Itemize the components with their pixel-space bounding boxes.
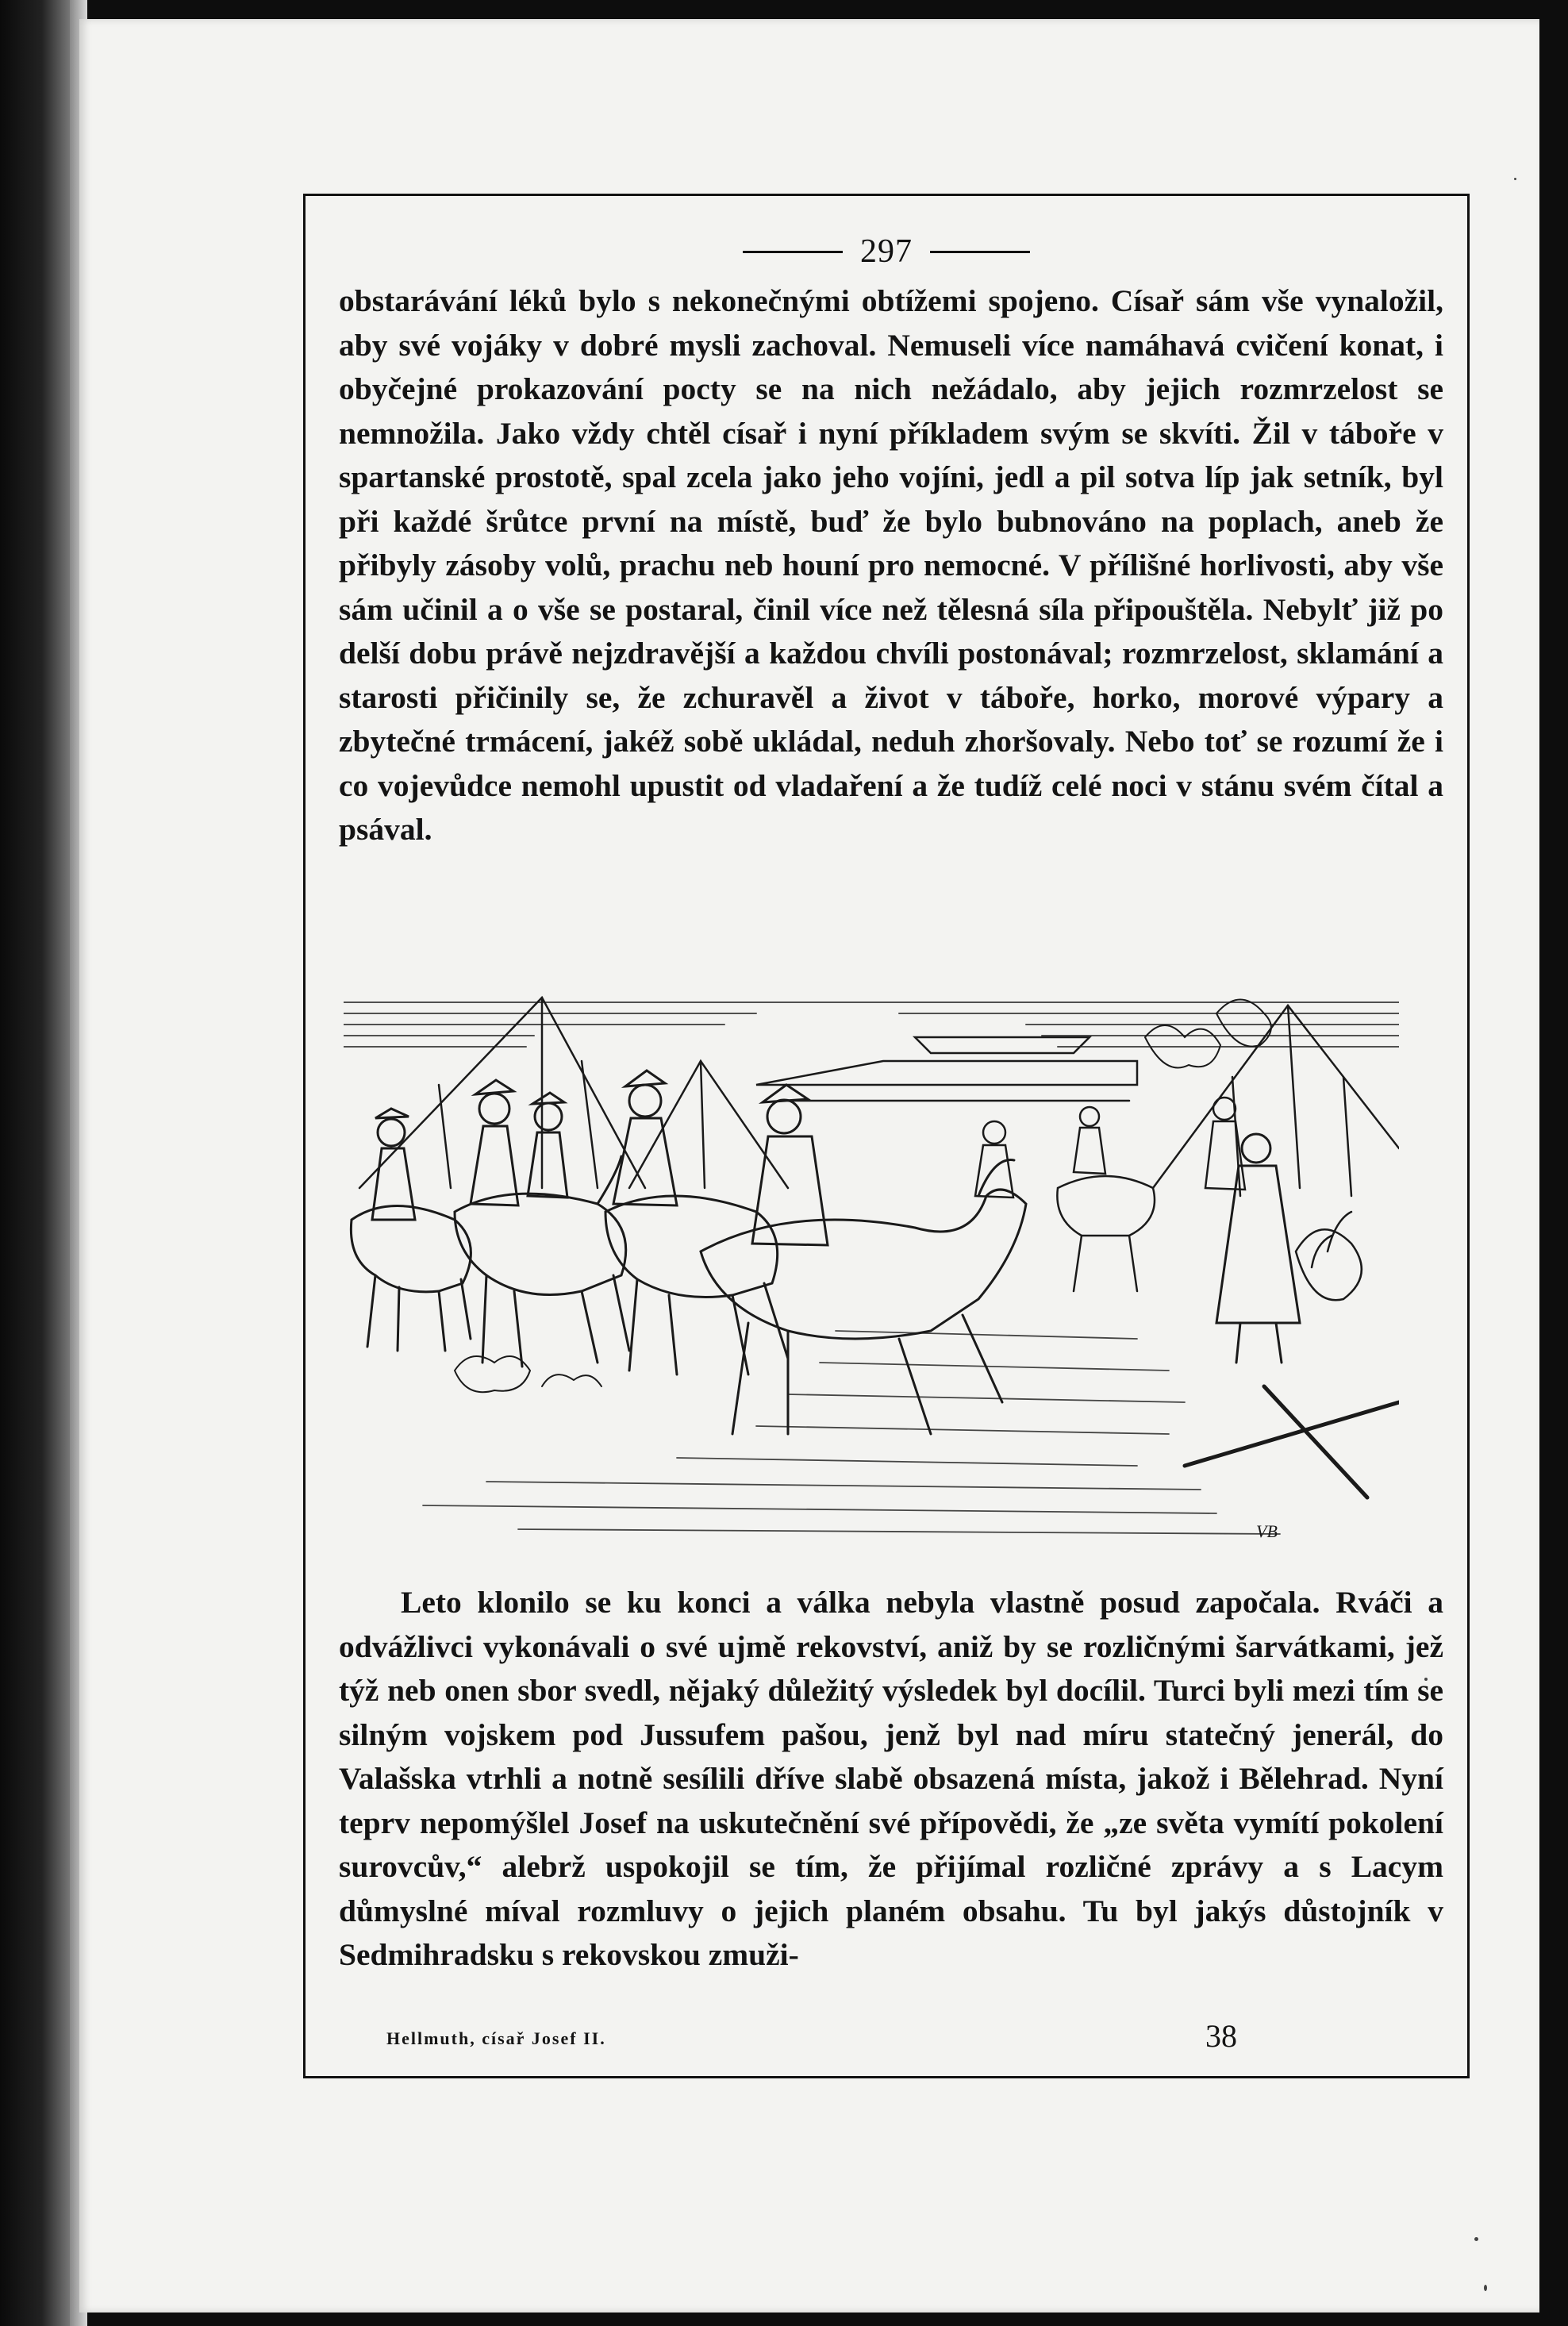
paper-speck [1514,178,1516,180]
book-page [79,19,1539,2313]
paper-speck [1484,2285,1487,2291]
rider-4 [605,1071,788,1374]
engraver-signature: VB [1256,1521,1278,1541]
signature-mark: Hellmuth, císař Josef II. [386,2028,606,2048]
page-header [306,228,1467,275]
dust-cloud [455,1356,601,1392]
ground-hatching [423,1331,1280,1534]
page-frame [303,194,1470,2078]
rider-1 [351,1109,471,1351]
rider-emperor [701,1085,1026,1434]
paragraph-continuation: obstarávání léků bylo s nekonečnými obtížemi spojeno. Císař sám vše vynaložil, aby své vojáky v dobré mysli zachoval. Nemuseli více namáhavá cvičení konat, i obyčejné prokazování pocty se na nich nežádalo, aby jejich rozmrzelost se nemnožila. Jako vždy chtěl císař i nyní příkladem svým se skvíti. Žil v táboře v spartanské prostotě, spal zcela jako jeho vojíni, jedl a pil sotva líp jak setník, byl při každé šrůtce první na místě, buď že bylo bubnováno na poplach, aneb že přibyly zásoby volů, prachu neb houní pro nemocné. V přílišné horlivosti, aby vše sám učinil a o vše se postaral, činil více než tělesná síla připouštěla. Nebylť již po delší dobu právě nejzdravější a každou chvíli postonával; rozmrzelost, sklamání a starosti přičinily se, že zchuravěl a život v táboře, horko, morové výpary a zbytečné trmácení, jakéž sobě ukládal, neduh zhoršovaly. Nebo toť se rozumí že i co vojevůdce nemohl upustit od vladaření a že tudíž celé noci v stánu svém čítal a psával. [339,283,1443,847]
page-footer [339,2017,1443,2057]
engraving-camp-scene [344,990,1399,1545]
body-text-top [339,279,1443,852]
previous-page-edge [0,0,70,2326]
header-rule-left [743,251,843,253]
campfire [1296,1212,1362,1300]
paper-speck [1474,2237,1478,2241]
standing-officer [1216,1134,1300,1363]
tree-cluster [1145,1000,1271,1068]
rider-3 [528,1093,567,1198]
paragraph-new: Leto klonilo se ku konci a válka nebyla vlastně posud započala. Rváči a odvážlivci vykonávali o své ujmě rekovství, aniž by se rozličnými šarvátkami, jež týž neb onen sbor svedl, nějaký důležitý výsledek byl docílil. Turci byli mezi tím se silným vojskem pod Jussufem pašou, jenž byl nad míru statečný jenerál, do Valašska vtrhli a notně sesílili dříve slabě obsazená místa, jakož i Bělehrad. Nyní teprv nepomýšlel Josef na uskutečnění své přípovědi, že „ze světa vymítí pokolení surovcův,“ alebrž uspokojil se tím, že přijímal rozličné zprávy a s Lacym důmyslné míval rozmluvy o jejich planém obsahu. Tu byl jakýs důstojník v Sedmihradsku s rekovskou zmuži- [339,1585,1443,1972]
distant-fortress [756,1037,1137,1101]
sheet-number: 38 [1205,2018,1237,2054]
header-rule-right [930,251,1030,253]
crossed-timbers [1185,1386,1399,1497]
body-text-bottom [339,1581,1443,1978]
page-number: 297 [860,233,913,270]
